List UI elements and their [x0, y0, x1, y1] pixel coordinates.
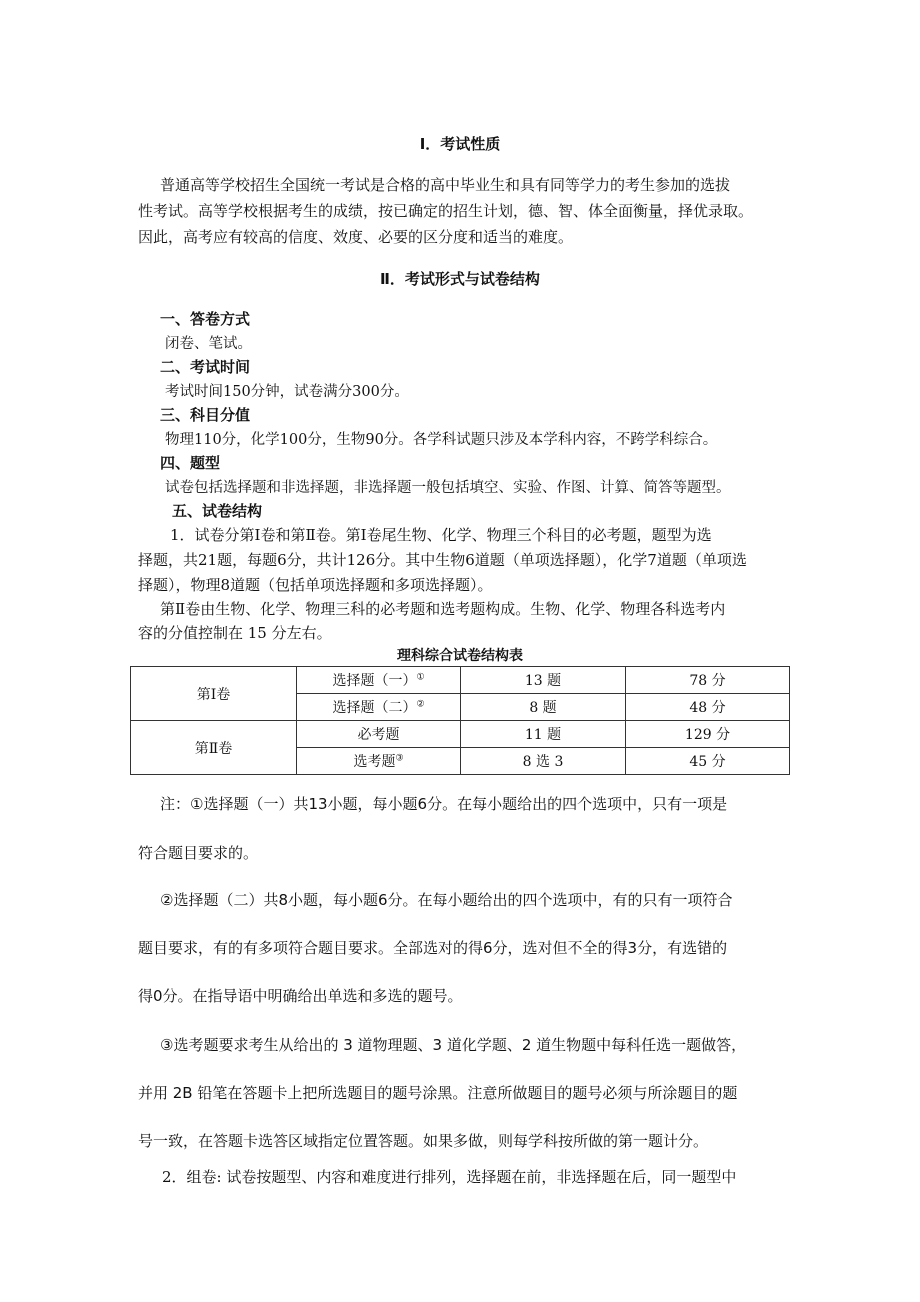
score-cell: 129 分	[626, 721, 790, 748]
table-row	[131, 721, 790, 748]
exam-time-text: 考试时间150分钟，试卷满分300分。	[165, 384, 409, 400]
note-line: 题目要求，有的有多项符合题目要求。全部选对的得6分，选对但不全的得3分，有选错的	[138, 939, 728, 957]
note-line: 号一致，在答题卡选答区域指定位置答题。如果多做，则每学科按所做的第一题计分。	[138, 1132, 709, 1150]
type-cell: 选择题（一）①	[297, 667, 461, 694]
question-types-text: 试卷包括选择题和非选择题，非选择题一般包括填空、实验、作图、计算、简答等题型。	[165, 480, 731, 496]
structure-line: 1．试卷分第Ⅰ卷和第Ⅱ卷。第Ⅰ卷尾生物、化学、物理三个科目的必考题，题型为选	[170, 526, 712, 544]
subheading-exam-time: 二、考试时间	[160, 358, 251, 376]
subheading-subject-scores: 三、科目分值	[160, 406, 251, 424]
footnote-mark: ③	[395, 753, 404, 764]
count-cell: 13 题	[461, 667, 626, 694]
note-line: 注：①选择题（一）共13小题，每小题6分。在每小题给出的四个选项中，只有一项是	[160, 795, 728, 813]
section-1-line: 普通高等学校招生全国统一考试是合格的高中毕业生和具有同等学力的考生参加的选拔	[160, 176, 731, 194]
answer-method-text: 闭卷、笔试。	[165, 336, 252, 352]
structure-line: 择题，共21题，每题6分，共计126分。其中生物6道题（单项选择题），化学7道题（单项选	[138, 551, 747, 569]
note-line: ②选择题（二）共8小题，每小题6分。在每小题给出的四个选项中，有的只有一项符合	[160, 891, 733, 909]
footnote-mark: ①	[416, 672, 425, 683]
subject-scores-text: 物理110分，化学100分，生物90分。各学科试题只涉及本学科内容，不跨学科综合。	[165, 432, 718, 448]
section-1-line: 性考试。高等学校根据考生的成绩，按已确定的招生计划，德、智、体全面衡量，择优录取。	[138, 202, 754, 220]
subheading-paper-structure: 五、试卷结构	[172, 502, 263, 520]
score-cell: 78 分	[626, 667, 790, 694]
score-cell: 48 分	[626, 694, 790, 721]
note-line: 得0分。在指导语中明确给出单选和多选的题号。	[138, 987, 463, 1005]
count-cell: 8 题	[461, 694, 626, 721]
note-line: 并用 2B 铅笔在答题卡上把所选题目的题号涂黑。注意所做题目的题号必须与所涂题目的题	[138, 1084, 738, 1102]
section-2-title: Ⅱ．考试形式与试卷结构	[380, 270, 540, 288]
table-title: 理科综合试卷结构表	[397, 648, 523, 664]
note-line: 符合题目要求的。	[138, 844, 259, 862]
section-1-title: Ⅰ．考试性质	[419, 135, 501, 153]
count-cell: 11 题	[461, 721, 626, 748]
footnote-mark: ②	[416, 699, 425, 710]
structure-table	[130, 666, 790, 775]
assembly-line: 2．组卷: 试卷按题型、内容和难度进行排列，选择题在前，非选择题在后，同一题型中	[162, 1168, 737, 1186]
note-line: ③选考题要求考生从给出的 3 道物理题、3 道化学题、2 道生物题中每科任选一题做答，	[160, 1036, 747, 1054]
structure-line: 容的分值控制在 15 分左右。	[138, 624, 332, 642]
subheading-question-types: 四、题型	[160, 454, 221, 472]
section-1-line: 因此，高考应有较高的信度、效度、必要的区分度和适当的难度。	[138, 228, 574, 246]
structure-line: 择题），物理8道题（包括单项选择题和多项选择题）。	[138, 576, 493, 594]
count-cell: 8 选 3	[461, 748, 626, 775]
type-cell: 选择题（二）②	[297, 694, 461, 721]
type-cell: 选考题③	[297, 748, 461, 775]
volume-cell: 第Ⅱ卷	[131, 721, 297, 775]
subheading-answer-method: 一、答卷方式	[160, 310, 251, 328]
table-row	[131, 667, 790, 694]
score-cell: 45 分	[626, 748, 790, 775]
structure-line: 第Ⅱ卷由生物、化学、物理三科的必考题和选考题构成。生物、化学、物理各科选考内	[160, 600, 726, 618]
type-cell: 必考题	[297, 721, 461, 748]
volume-cell: 第Ⅰ卷	[131, 667, 297, 721]
